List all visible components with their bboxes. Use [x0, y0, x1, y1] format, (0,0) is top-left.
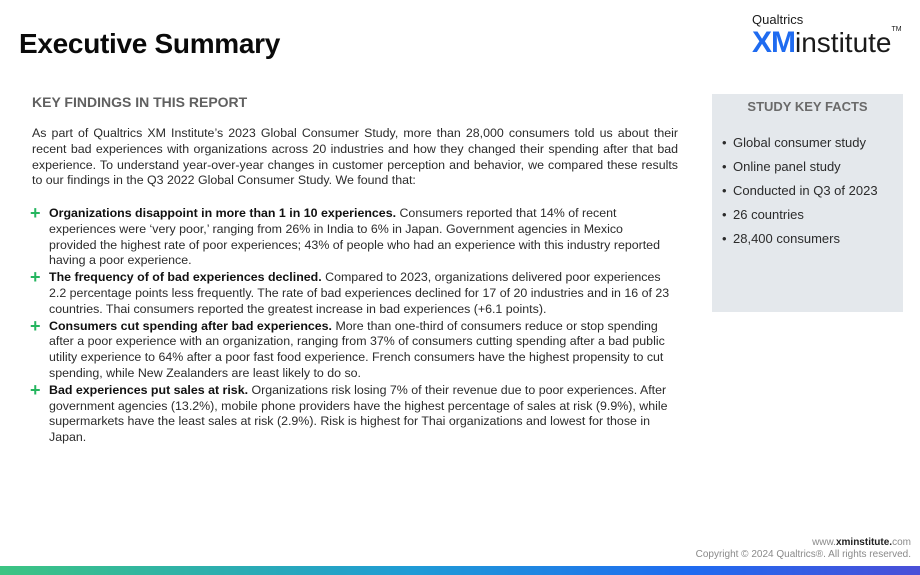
plus-icon: +: [30, 203, 41, 223]
study-facts-list: [722, 135, 878, 255]
xm-institute-logo: [752, 12, 912, 58]
plus-icon: +: [30, 267, 41, 288]
bullet-icon: •: [722, 231, 727, 246]
logo-xm-text: XM: [752, 26, 795, 59]
bullet-icon: •: [722, 135, 727, 150]
footer-url[interactable]: [696, 537, 911, 549]
fact-text: Global consumer study: [733, 135, 866, 150]
key-findings-heading: KEY FINDINGS IN THIS REPORT: [32, 94, 248, 110]
fact-item: [722, 183, 878, 199]
fact-item: [722, 207, 878, 223]
footer-url-suffix: com: [892, 537, 911, 548]
plus-icon: +: [30, 315, 41, 336]
fact-text: Conducted in Q3 of 2023: [733, 183, 878, 198]
bullet-icon: •: [722, 207, 727, 222]
footer-url-domain: xminstitute.: [835, 537, 893, 548]
intro-paragraph: As part of Qualtrics XM Institute’s 2023 Global Consumer Study, more than 28,000 consumers told us about their recent bad experiences with organizations across 20 industries and how they changed their spending after that bad experience. To understand year-over-year changes in customer perception and behavior, we compared these results to our findings in the Q3 2022 Global Consumer Study. We found that:: [32, 126, 678, 188]
finding-body: Compared to 2023, organizations delivered poor experiences 2.2 percentage points less frequently. The rate of bad experiences declined for 17 of 20 industries and in 16 of 23 countries. Thai consumers reported the greatest increase in bad experiences (+6.1 points).: [49, 270, 670, 316]
logo-trademark: TM: [891, 26, 902, 33]
finding-body: Consumers reported that 14% of recent experiences were ‘very poor,’ ranging from 26% in India to 6% in Japan. Government agencies in Mexico provided the highest rate of poor experiences; 43% of people who had an experience with this industry reported having a poor experience.: [49, 206, 660, 268]
study-key-facts-heading: STUDY KEY FACTS: [747, 99, 868, 114]
finding-item: [30, 203, 670, 269]
fact-item: [722, 231, 878, 247]
logo-wordmark: [752, 26, 902, 60]
finding-title: Consumers cut spending after bad experiences.: [49, 318, 333, 333]
finding-item: [30, 267, 670, 317]
logo-qualtrics-text: Qualtrics: [752, 12, 804, 27]
fact-item: [722, 159, 878, 175]
fact-text: Online panel study: [733, 159, 841, 174]
finding-body: Organizations risk losing 7% of their revenue due to poor experiences. After government agencies (13.2%), mobile phone providers have the highest percentage of sales at risk (9.9%), while supermarkets have the least sales at risk (2.9%). Risk is highest for Thai organizations and lowest for those in Japan.: [49, 382, 668, 445]
fact-text: 26 countries: [733, 207, 804, 222]
bullet-icon: •: [722, 183, 727, 198]
footer-url-prefix: www.: [812, 537, 836, 548]
finding-title: Organizations disappoint in more than 1 in 10 experiences.: [49, 206, 397, 220]
logo-institute-text: institute: [795, 27, 892, 58]
footer-copyright: Copyright © 2024 Qualtrics®. All rights reserved.: [695, 549, 911, 560]
page-footer: [696, 537, 911, 561]
page-title: Executive Summary: [19, 28, 281, 59]
finding-title: The frequency of of bad experiences declined.: [49, 270, 322, 285]
plus-icon: +: [30, 379, 41, 400]
bullet-icon: •: [722, 159, 727, 174]
finding-item: [30, 379, 670, 446]
bottom-gradient-bar: [0, 566, 920, 575]
fact-item: [722, 135, 878, 151]
study-key-facts-panel: [712, 94, 903, 312]
findings-list: [30, 203, 670, 447]
finding-title: Bad experiences put sales at risk.: [49, 382, 249, 397]
fact-text: 28,400 consumers: [733, 231, 840, 246]
finding-body: More than one-third of consumers reduce or stop spending after a poor experience with an organization, ranging from 37% of consumers cutting spending after a bad public utility experience to 64% after a poor fast food experience. French consumers have the highest propensity to cut spending, while New Zealanders are least likely to do so.: [49, 318, 665, 380]
finding-item: [30, 315, 670, 382]
